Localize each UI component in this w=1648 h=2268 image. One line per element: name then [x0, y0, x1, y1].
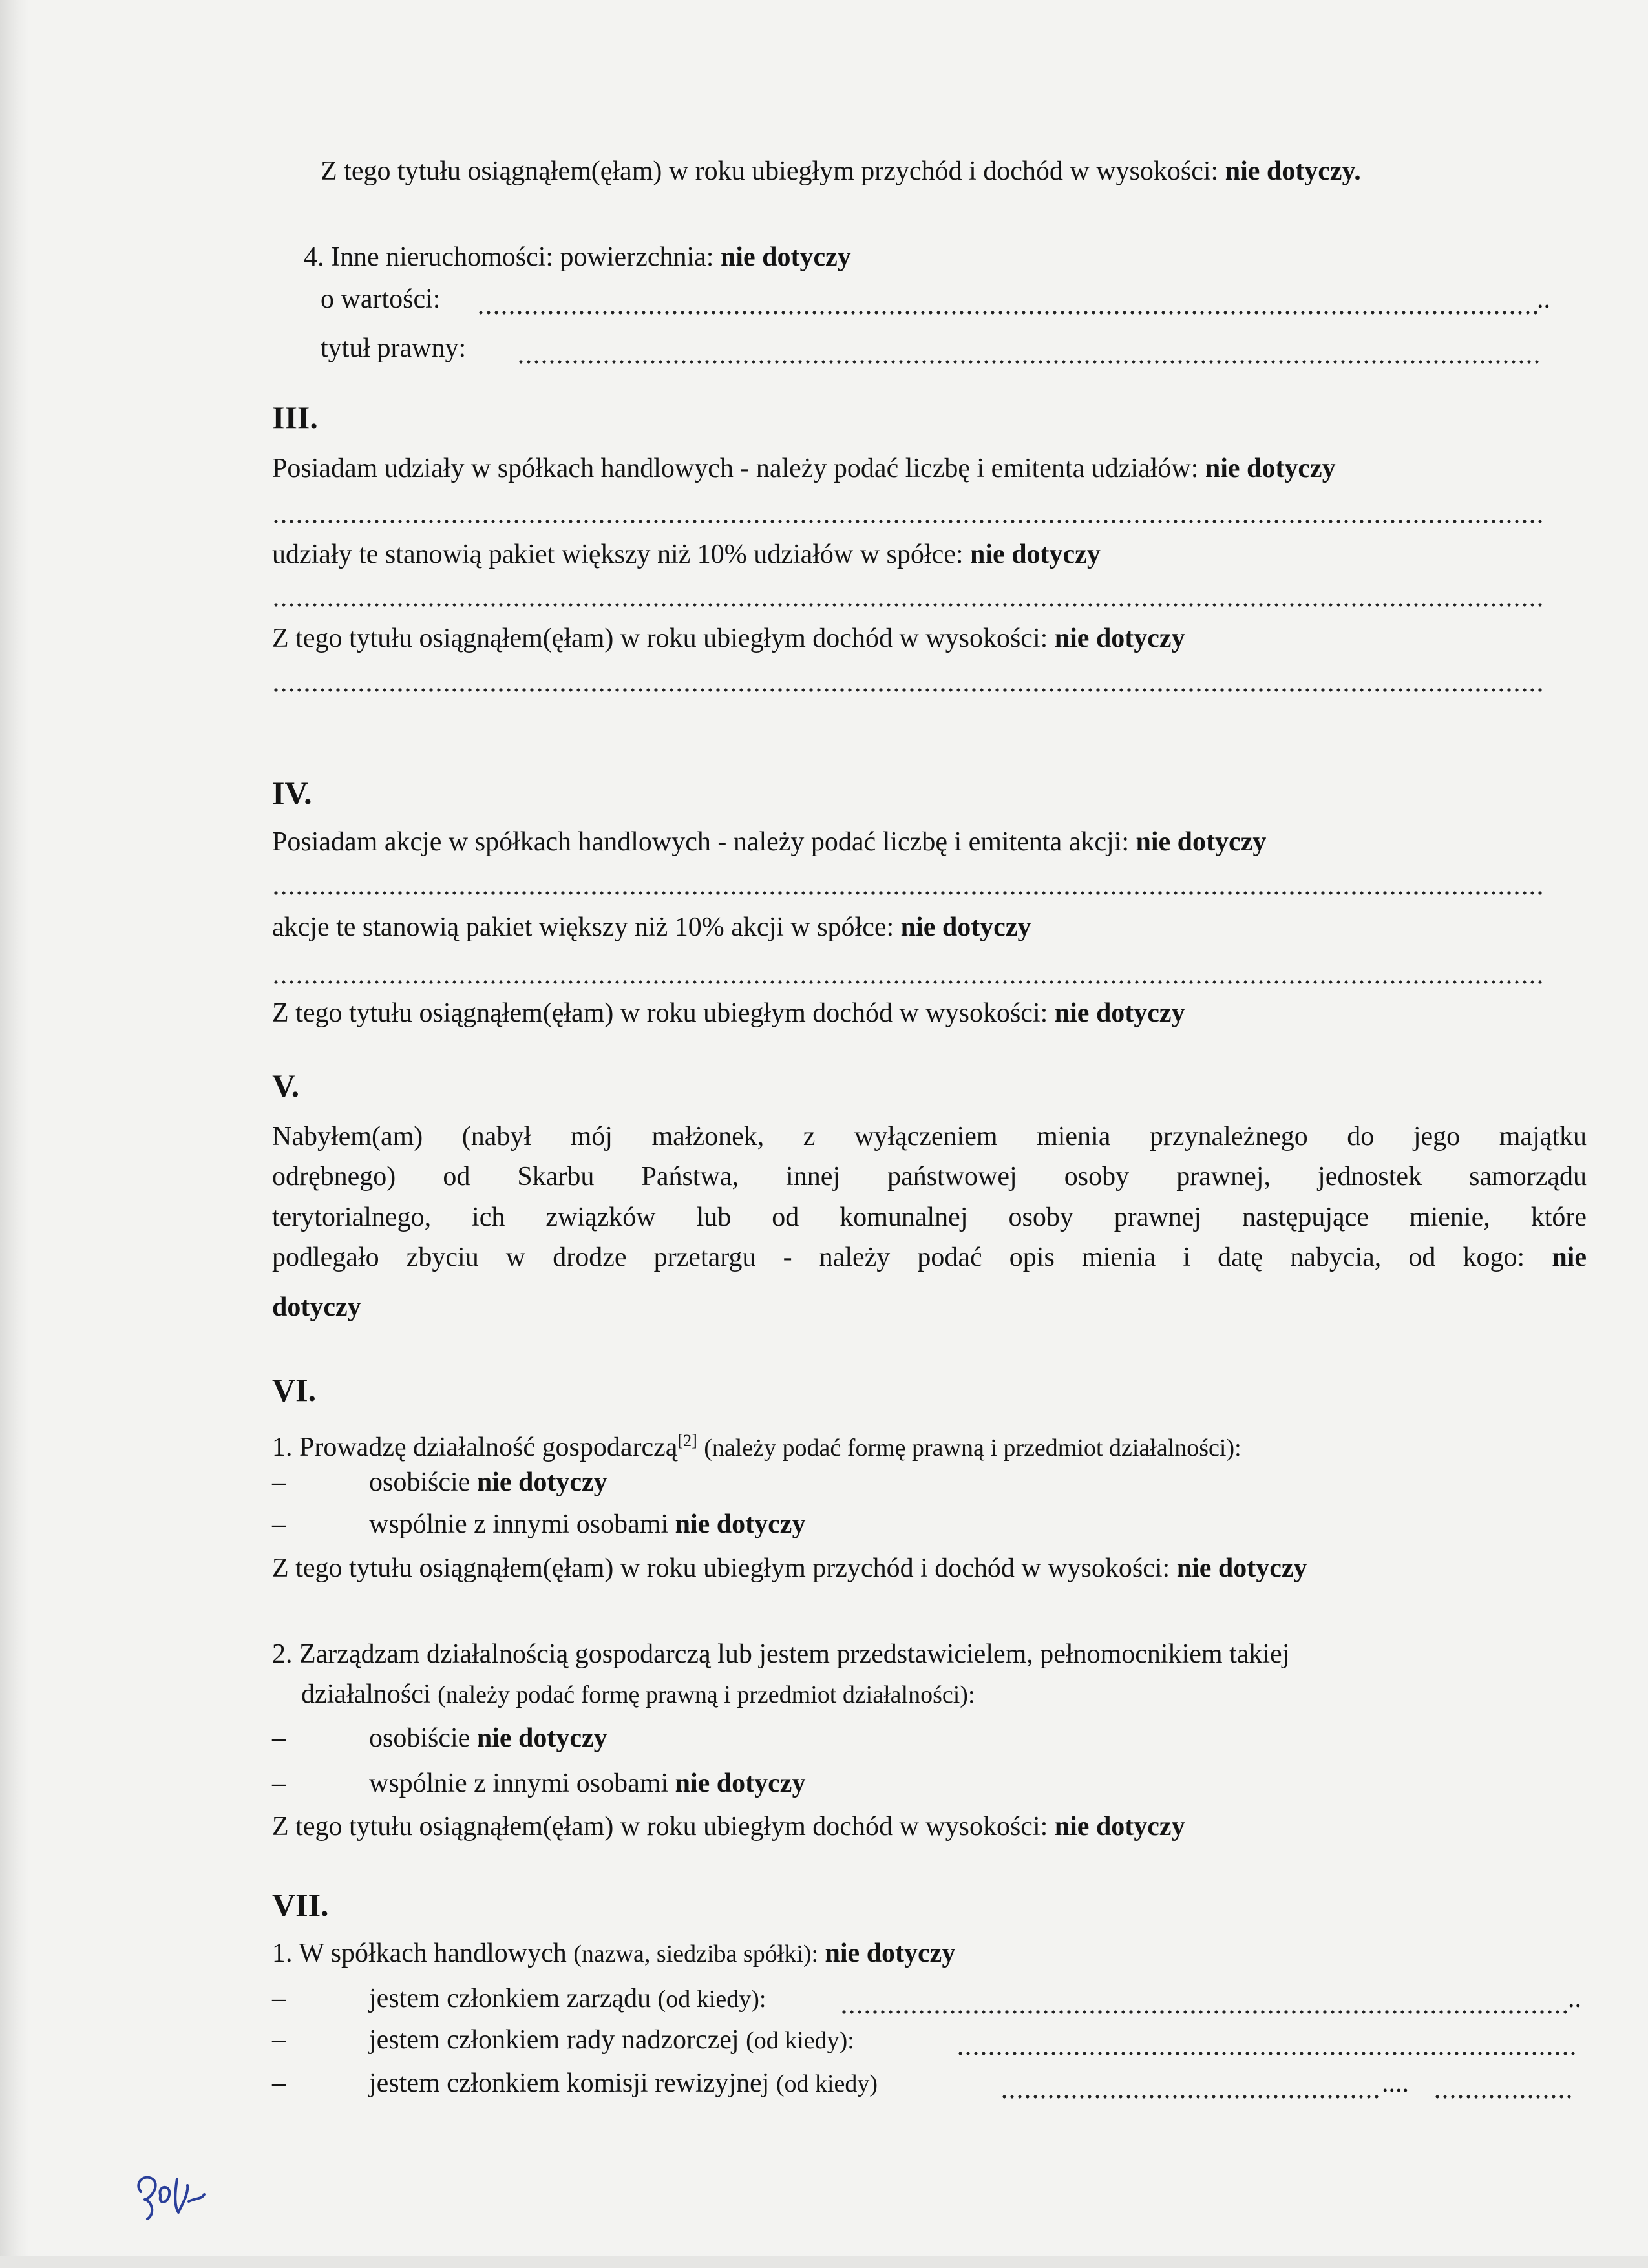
section-4-stocks-line: Posiadam akcje w spółkach handlowych - należy podać liczbę i emitenta akcji: nie dotyczy: [272, 827, 1267, 857]
section-7-board-tail: ..: [1568, 1984, 1581, 2013]
property4-value-dots: [477, 310, 1537, 315]
section-6-item-1-jointly: wspólnie z innymi osobami nie dotyczy: [369, 1509, 806, 1539]
section-6-item-2-line-2: działalności (należy podać formę prawną i przedmiot działalności):: [301, 1679, 975, 1709]
section-3-income-line: Z tego tytułu osiągnąłem(ęłam) w roku ubiegłym dochód w wysokości: nie dotyczy: [272, 624, 1185, 653]
section-3-package-dots: [272, 602, 1544, 607]
section-5-line-1: Nabyłem(am) (nabył mój małżonek, z wyłączeniem mienia przynależnego do jego majątku: [272, 1122, 1587, 1151]
section-7-audit-line: jestem członkiem komisji rewizyjnej (od kiedy): [369, 2068, 878, 2098]
property4-value-label: o wartości:: [321, 284, 441, 314]
section-6-item-1-personally: osobiście nie dotyczy: [369, 1467, 607, 1497]
section-5-heading: V.: [272, 1067, 300, 1104]
section-7-item-1: 1. W spółkach handlowych (nazwa, siedziba spółki): nie dotyczy: [272, 1938, 956, 1968]
section-7-supervisory-line: jestem członkiem rady nadzorczej (od kiedy):: [369, 2025, 854, 2055]
section-6-heading: VI.: [272, 1372, 317, 1408]
section-3-heading: III.: [272, 399, 318, 436]
section-7-heading: VII.: [272, 1887, 329, 1923]
section-3-package-line: udziały te stanowią pakiet większy niż 10% udziałów w spółce: nie dotyczy: [272, 540, 1101, 569]
scan-bottom-edge: [0, 2256, 1648, 2268]
section-7-audit-dots-2: [1433, 2094, 1573, 2099]
section-4-package-dots: [272, 980, 1544, 985]
bullet-dash: –: [272, 2025, 286, 2055]
income-prev-line: Z tego tytułu osiągnąłem(ęłam) w roku ubiegłym przychód i dochód w wysokości: nie dotyczy.: [321, 156, 1361, 186]
scan-edge: [0, 0, 28, 2268]
property4-title-label: tytuł prawny:: [321, 333, 467, 363]
section-7-board-line: jestem członkiem zarządu (od kiedy):: [369, 1984, 766, 2013]
bullet-dash: –: [272, 1984, 286, 2013]
bullet-dash: –: [272, 1723, 286, 1753]
section-6-item-2-jointly: wspólnie z innymi osobami nie dotyczy: [369, 1769, 806, 1798]
section-5-line-5: dotyczy: [272, 1292, 361, 1322]
section-6-item-1: 1. Prowadzę działalność gospodarczą[2] (należy podać formę prawną i przedmiot działalności):: [272, 1431, 1241, 1462]
property4-value-tail: ..: [1537, 284, 1550, 314]
bullet-dash: –: [272, 2068, 286, 2098]
section-6-item-2-personally: osobiście nie dotyczy: [369, 1723, 607, 1753]
section-4-heading: IV.: [272, 775, 312, 811]
section-3-income-dots: [272, 688, 1544, 693]
section-5-line-3: terytorialnego, ich związków lub od komunalnej osoby prawnej następujące mienie, które: [272, 1202, 1587, 1232]
section-4-stocks-dots: [272, 890, 1544, 896]
section-5-line-4: podlegało zbyciu w drodze przetargu - należy podać opis mienia i datę nabycia, od kogo: nie: [272, 1243, 1587, 1272]
section-3-shares-dots: [272, 519, 1544, 524]
section-3-shares-line: Posiadam udziały w spółkach handlowych - należy podać liczbę i emitenta udziałów: nie dotyczy: [272, 454, 1336, 483]
bullet-dash: –: [272, 1769, 286, 1798]
section-4-income-line: Z tego tytułu osiągnąłem(ęłam) w roku ubiegłym dochód w wysokości: nie dotyczy: [272, 998, 1185, 1028]
property4-title-dots: [517, 359, 1543, 364]
income-prev-value: nie dotyczy.: [1225, 156, 1361, 186]
section-7-audit-tail: ....: [1382, 2068, 1409, 2098]
footnote-ref: [2]: [677, 1431, 697, 1450]
section-7-supervisory-dots: [956, 2051, 1579, 2056]
section-4-package-line: akcje te stanowią pakiet większy niż 10% akcji w spółce: nie dotyczy: [272, 912, 1031, 942]
property4-area-line: 4. Inne nieruchomości: powierzchnia: nie dotyczy: [304, 242, 851, 272]
bullet-dash: –: [272, 1509, 286, 1539]
handwritten-initials-signature: [127, 2166, 217, 2224]
bullet-dash: –: [272, 1467, 286, 1497]
section-6-income-line-2: Z tego tytułu osiągnąłem(ęłam) w roku ubiegłym dochód w wysokości: nie dotyczy: [272, 1812, 1185, 1842]
section-6-income-line: Z tego tytułu osiągnąłem(ęłam) w roku ubiegłym przychód i dochód w wysokości: nie dotyczy: [272, 1553, 1307, 1583]
section-5-line-2: odrębnego) od Skarbu Państwa, innej państwowej osoby prawnej, jednostek samorządu: [272, 1162, 1587, 1192]
section-6-item-2-line-1: 2. Zarządzam działalnością gospodarczą lub jestem przedstawicielem, pełnomocnikiem takiej: [272, 1639, 1290, 1669]
section-7-board-dots: [840, 2010, 1568, 2015]
section-7-audit-dots: [1000, 2094, 1382, 2099]
